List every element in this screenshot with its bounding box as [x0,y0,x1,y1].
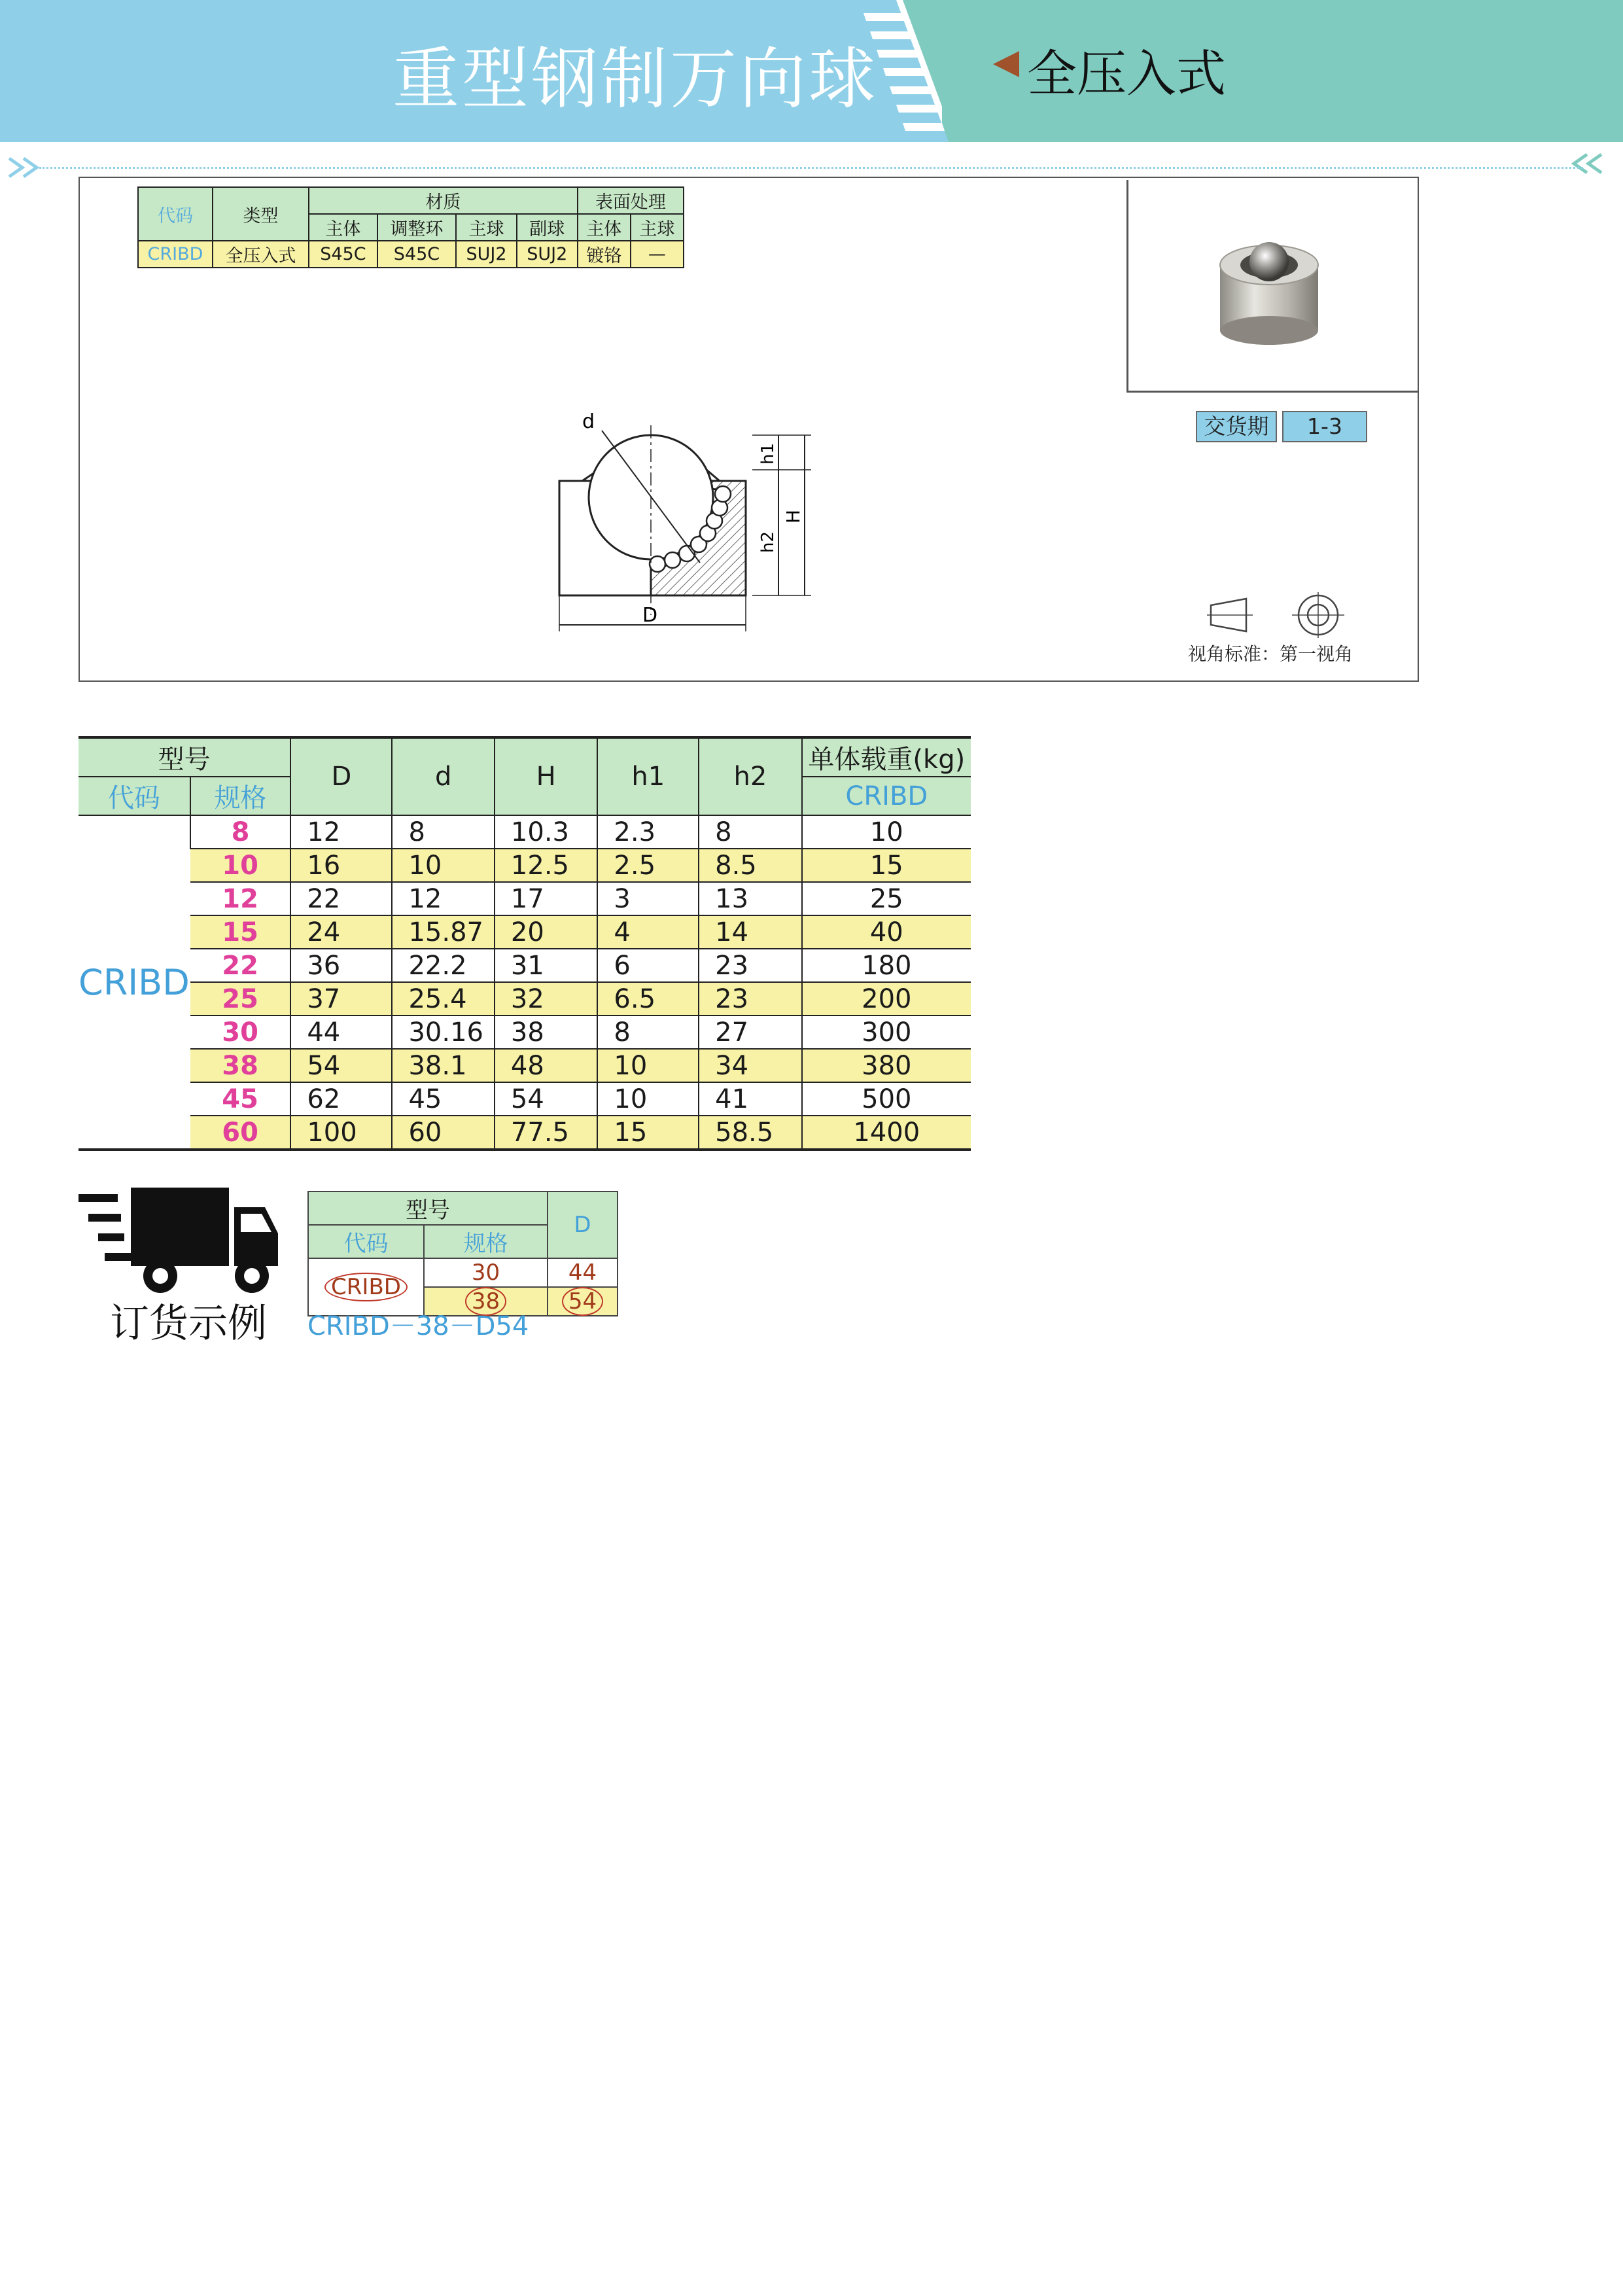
cell-size: 22 [190,949,291,982]
col-type-header: 类型 [213,187,309,241]
order-code-header: 代码 [308,1225,424,1258]
cell-h2: 8.5 [699,849,802,882]
cell-h1: 10 [597,1082,699,1116]
cell-d: 15.87 [392,915,494,949]
cell-size: 60 [190,1116,291,1150]
cell-size: 12 [190,882,291,915]
projection-label: 视角标准：第一视角 [1188,643,1353,665]
cell-load: 380 [802,1049,971,1082]
col-H-header: H [495,737,598,815]
order-d-cell: 44 [548,1258,618,1287]
model-header: 型号 [79,737,290,777]
table-row [79,849,971,882]
cell-D: 44 [290,1016,392,1049]
order-size-cell: 30 [424,1258,548,1287]
cell-h1: 6 [597,949,699,982]
cell-D: 22 [290,882,392,915]
spec-value-cell: — [631,241,684,268]
cell-d: 45 [392,1082,494,1116]
order-model-header: 型号 [308,1192,548,1225]
cell-h1: 6.5 [597,982,699,1016]
subtitle-arrow-icon [993,51,1019,77]
cell-load: 40 [802,915,971,949]
cell-d: 25.4 [392,982,494,1016]
spec-value-cell: SUJ2 [456,241,517,268]
table-row [79,949,971,982]
cell-D: 100 [290,1116,392,1150]
cell-h2: 14 [699,915,802,949]
cell-size: 30 [190,1016,291,1049]
order-d-selected [548,1287,618,1316]
label-d: d [582,410,595,433]
d-circled: 54 [562,1287,603,1316]
size-circled: 38 [465,1287,506,1316]
order-D-header: D [548,1192,618,1258]
cell-H: 10.3 [495,815,598,849]
page-title: 重型钢制万向球 [393,41,878,118]
cell-h2: 23 [699,982,802,1016]
label-D: D [642,604,658,627]
cell-size: 10 [190,849,291,882]
cell-H: 54 [495,1082,598,1116]
cell-h1: 15 [597,1116,699,1150]
dimension-table [79,736,971,1151]
cell-size: 15 [190,915,291,949]
page-subtitle: 全压入式 [1027,44,1226,103]
cell-H: 20 [495,915,598,949]
cell-H: 48 [495,1049,598,1082]
order-code-circled: CRIBD [324,1273,408,1301]
load-subheader: CRIBD [802,777,971,815]
cell-h2: 8 [699,815,802,849]
spec-value-cell: S45C [309,241,377,268]
cell-H: 32 [495,982,598,1016]
col-h1-header: h1 [597,737,699,815]
cell-H: 12.5 [495,849,598,882]
cell-D: 37 [290,982,392,1016]
cell-load: 300 [802,1016,971,1049]
cell-h1: 2.3 [597,815,699,849]
delivery-truck-icon [79,1188,281,1296]
cell-load: 25 [802,882,971,915]
table-row [79,915,971,949]
cell-size: 38 [190,1049,291,1082]
cell-D: 16 [290,849,392,882]
col-h2-header: h2 [699,737,802,815]
order-example-table [307,1191,618,1316]
cell-d: 38.1 [392,1049,494,1082]
cell-H: 17 [495,882,598,915]
spec-value-cell: S45C [377,241,456,268]
cell-d: 30.16 [392,1016,494,1049]
code-subheader: 代码 [79,777,190,815]
col-D-header: D [290,737,392,815]
sub-header: 副球 [517,214,578,241]
table-row [79,1082,971,1116]
sub-header: 调整环 [377,214,456,241]
cell-load: 200 [802,982,971,1016]
cell-H: 77.5 [495,1116,598,1150]
cell-d: 8 [392,815,494,849]
cell-h2: 27 [699,1016,802,1049]
col-code-header: 代码 [138,187,213,241]
table-row [79,882,971,915]
label-h1: h1 [758,442,778,465]
cell-load: 1400 [802,1116,971,1150]
chevron-left-icon [1565,152,1604,175]
spec-value-cell: SUJ2 [517,241,578,268]
label-h2: h2 [758,531,778,553]
spec-code-cell: CRIBD [138,241,213,268]
table-row [79,982,971,1016]
cell-h1: 10 [597,1049,699,1082]
cell-load: 15 [802,849,971,882]
header-divider [39,167,1583,169]
cell-h1: 3 [597,882,699,915]
first-angle-projection-icon [1207,592,1357,638]
cell-load: 180 [802,949,971,982]
cell-size: 8 [190,815,291,849]
cell-d: 60 [392,1116,494,1150]
cell-D: 24 [290,915,392,949]
spec-type-cell: 全压入式 [213,241,309,268]
cell-size: 45 [190,1082,291,1116]
cell-H: 31 [495,949,598,982]
cell-H: 38 [495,1016,598,1049]
cell-h2: 41 [699,1082,802,1116]
technical-drawing [536,399,824,641]
cell-load: 10 [802,815,971,849]
cell-h2: 23 [699,949,802,982]
cell-d: 12 [392,882,494,915]
cell-load: 500 [802,1082,971,1116]
table-row [79,1116,971,1150]
order-example-result: CRIBD－38－D54 [307,1311,529,1341]
size-subheader: 规格 [190,777,291,815]
lead-time-label: 交货期 [1196,411,1277,442]
cell-D: 36 [290,949,392,982]
load-header: 单体载重(kg) [802,737,971,777]
table-row [79,1049,971,1082]
order-example-label: 订货示例 [110,1301,267,1347]
sub-header: 主球 [631,214,684,241]
cell-h2: 34 [699,1049,802,1082]
spec-value-cell: 镀铬 [578,241,631,268]
cell-h2: 13 [699,882,802,915]
lead-time-value: 1-3 [1282,411,1367,442]
cell-D: 12 [290,815,392,849]
table-row [79,815,971,849]
cell-D: 54 [290,1049,392,1082]
order-size-header: 规格 [424,1225,548,1258]
cell-h1: 2.5 [597,849,699,882]
sub-header: 主体 [578,214,631,241]
cell-size: 25 [190,982,291,1016]
cell-h2: 58.5 [699,1116,802,1150]
sub-header: 主体 [309,214,377,241]
ball-transfer-photo [1210,236,1328,350]
cell-d: 10 [392,849,494,882]
col-material-header: 材质 [309,187,578,214]
cell-d: 22.2 [392,949,494,982]
sub-header: 主球 [456,214,517,241]
col-surface-header: 表面处理 [578,187,684,214]
cell-D: 62 [290,1082,392,1116]
label-H: H [782,509,804,523]
cell-h1: 8 [597,1016,699,1049]
col-d-header: d [392,737,494,815]
table-row [79,1016,971,1049]
cell-h1: 4 [597,915,699,949]
code-cell: CRIBD [79,815,190,1150]
material-spec-table [137,186,684,268]
